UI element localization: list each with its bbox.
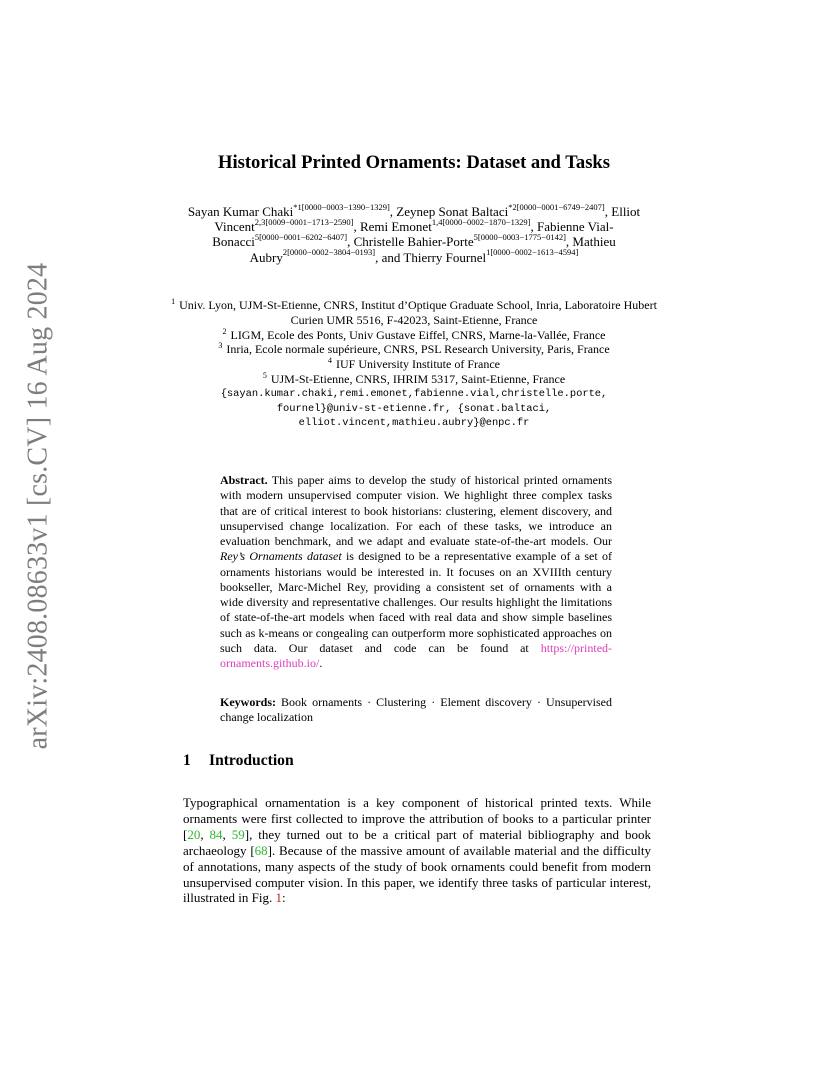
author-orcid: 2,3[0009−0001−1713−2590] bbox=[254, 216, 354, 227]
affiliation-mark: 3 bbox=[218, 341, 223, 351]
intro-text: : bbox=[281, 890, 286, 906]
project-link[interactable]: https://printed-ornaments.github.io/ bbox=[220, 640, 613, 670]
intro-sep: , bbox=[200, 826, 210, 842]
section-heading bbox=[183, 752, 294, 770]
affiliation-text: LIGM, Ecole des Ponts, Univ Gustave Eiffel, CNRS, Marne-la-Vallée, France bbox=[230, 327, 606, 342]
affiliation bbox=[170, 342, 658, 357]
author-name: Remi Emonet bbox=[359, 219, 432, 235]
email-line: elliot.vincent,mathieu.aubry}@enpc.fr bbox=[298, 417, 530, 430]
citation-link[interactable]: 84 bbox=[209, 826, 223, 842]
affiliation-text: IUF University Institute of France bbox=[336, 357, 500, 372]
affiliation bbox=[170, 328, 658, 343]
intro-text: Typographical ornamentation is a key component of historical printed texts. While ornaments were first collected to improve the attribution of books to a particular printer [ bbox=[183, 795, 651, 842]
author-orcid: *2[0000−0001−6749−2407] bbox=[508, 201, 605, 212]
affiliation-mark: 1 bbox=[171, 297, 176, 306]
keywords bbox=[220, 695, 612, 726]
intro-sep: , bbox=[222, 826, 232, 842]
author-orcid: 5[0000−0003−1775−0142] bbox=[473, 232, 566, 243]
affiliation-text: Univ. Lyon, UJM-St-Etienne, CNRS, Institut d’Optique Graduate School, Inria, Laboratoire Hubert Curien UMR 5516, F-42023, Saint-Etienne, France bbox=[179, 298, 657, 327]
author-separator: , bbox=[389, 204, 397, 219]
introduction-paragraph bbox=[183, 795, 651, 906]
affiliation-text: UJM-St-Etienne, CNRS, IHRIM 5317, Saint-Etienne, France bbox=[270, 371, 566, 386]
affiliation-mark: 5 bbox=[262, 370, 267, 380]
citation-link[interactable]: 68 bbox=[254, 842, 268, 858]
section-number: 1 bbox=[183, 752, 191, 769]
author-separator: , bbox=[353, 219, 360, 235]
affiliation-list bbox=[170, 298, 658, 387]
author-name: Zeynep Sonat Baltaci bbox=[396, 204, 509, 219]
abstract bbox=[220, 473, 612, 671]
abstract-text: is designed to be a representative example of a set of ornaments historians would be interested in. It focuses on an XVIIIth century bookseller, Marc-Michel Rey, providing a consistent set of ornaments with a wide diversity and representative challenges. Our results highlight the limitations of state-of-the-art models when faced with real data and show simple baselines such as k-means or congealing can outperform more sophisticated approaches on such data. Our dataset and code can be found at bbox=[220, 549, 612, 655]
arxiv-identifier: arXiv:2408.08633v1 [cs.CV] 16 Aug 2024 bbox=[22, 262, 53, 750]
author-name: Christelle Bahier-Porte bbox=[353, 234, 474, 250]
affiliation-mark: 2 bbox=[222, 326, 227, 336]
citation-link[interactable]: 59 bbox=[231, 826, 245, 842]
arxiv-side-stamp bbox=[14, 256, 62, 756]
intro-text: ], they turned out to be a critical part of material bibliography and book archaeology [ bbox=[183, 826, 651, 858]
paper-title: Historical Printed Ornaments: Dataset and Tasks bbox=[217, 152, 611, 173]
email-line: {sayan.kumar.chaki,remi.emonet,fabienne.vial,christelle.porte, bbox=[220, 387, 608, 400]
affiliation bbox=[170, 372, 658, 387]
figure-link[interactable]: 1 bbox=[275, 890, 282, 906]
author-name: Fabienne Vial-Bonacci bbox=[212, 219, 614, 250]
affiliation-text: Inria, Ecole normale supérieure, CNRS, PSL Research University, Paris, France bbox=[226, 342, 610, 357]
keywords-label: Keywords: bbox=[220, 695, 276, 709]
dataset-name: Rey’s Ornaments dataset bbox=[220, 549, 342, 564]
author-name: Mathieu Aubry bbox=[249, 234, 616, 265]
author-name: Thierry Fournel bbox=[403, 249, 487, 265]
email-line: fournel}@univ-st-etienne.fr, {sonat.baltaci, bbox=[276, 402, 552, 415]
author-list bbox=[186, 201, 642, 265]
author-separator: , bbox=[604, 204, 612, 219]
author-orcid: 2[0000−0002−3804−0193] bbox=[282, 247, 376, 258]
author-separator: , and bbox=[375, 249, 404, 265]
abstract-label: Abstract. bbox=[220, 473, 268, 487]
author-orcid: 1[0000−0002−1613−4594] bbox=[486, 247, 579, 258]
author-separator: , bbox=[565, 234, 573, 250]
author-name: Elliot Vincent bbox=[214, 204, 641, 235]
section-title: Introduction bbox=[209, 752, 294, 769]
author bbox=[403, 247, 579, 265]
affiliations-block bbox=[170, 298, 658, 431]
affiliation bbox=[170, 357, 658, 372]
author-separator: , bbox=[530, 219, 537, 235]
author-orcid: 5[0000−0001−6202−6407] bbox=[254, 232, 348, 243]
citation-link[interactable]: 20 bbox=[187, 826, 201, 842]
author-orcid: 1,4[0000−0002−1870−1329] bbox=[431, 216, 531, 227]
author-orcid: *1[0000−0003−1390−1329] bbox=[293, 201, 390, 212]
intro-text: ]. Because of the massive amount of available material and the difficulty of annotations, many aspects of the study of book ornaments could benefit from modern unsupervised computer vision. In this paper, we identify three tasks of particular interest, illustrated in Fig. bbox=[183, 842, 651, 906]
abstract-text: This paper aims to develop the study of historical printed ornaments with modern unsupervised computer vision. We highlight three complex tasks that are of critical interest to book historians: clustering, element discovery, and unsupervised change localization. For each of these tasks, we introduce an evaluation benchmark, and we adapt and evaluate state-of-the-art models. Our bbox=[220, 473, 612, 548]
author-separator: , bbox=[347, 234, 354, 250]
keywords-text: Book ornaments · Clustering · Element discovery · Unsupervised change localization bbox=[220, 695, 612, 725]
author-name: Sayan Kumar Chaki bbox=[187, 204, 294, 219]
abstract-end: . bbox=[319, 656, 323, 670]
affiliation bbox=[170, 298, 658, 328]
affiliation-mark: 4 bbox=[328, 356, 333, 366]
